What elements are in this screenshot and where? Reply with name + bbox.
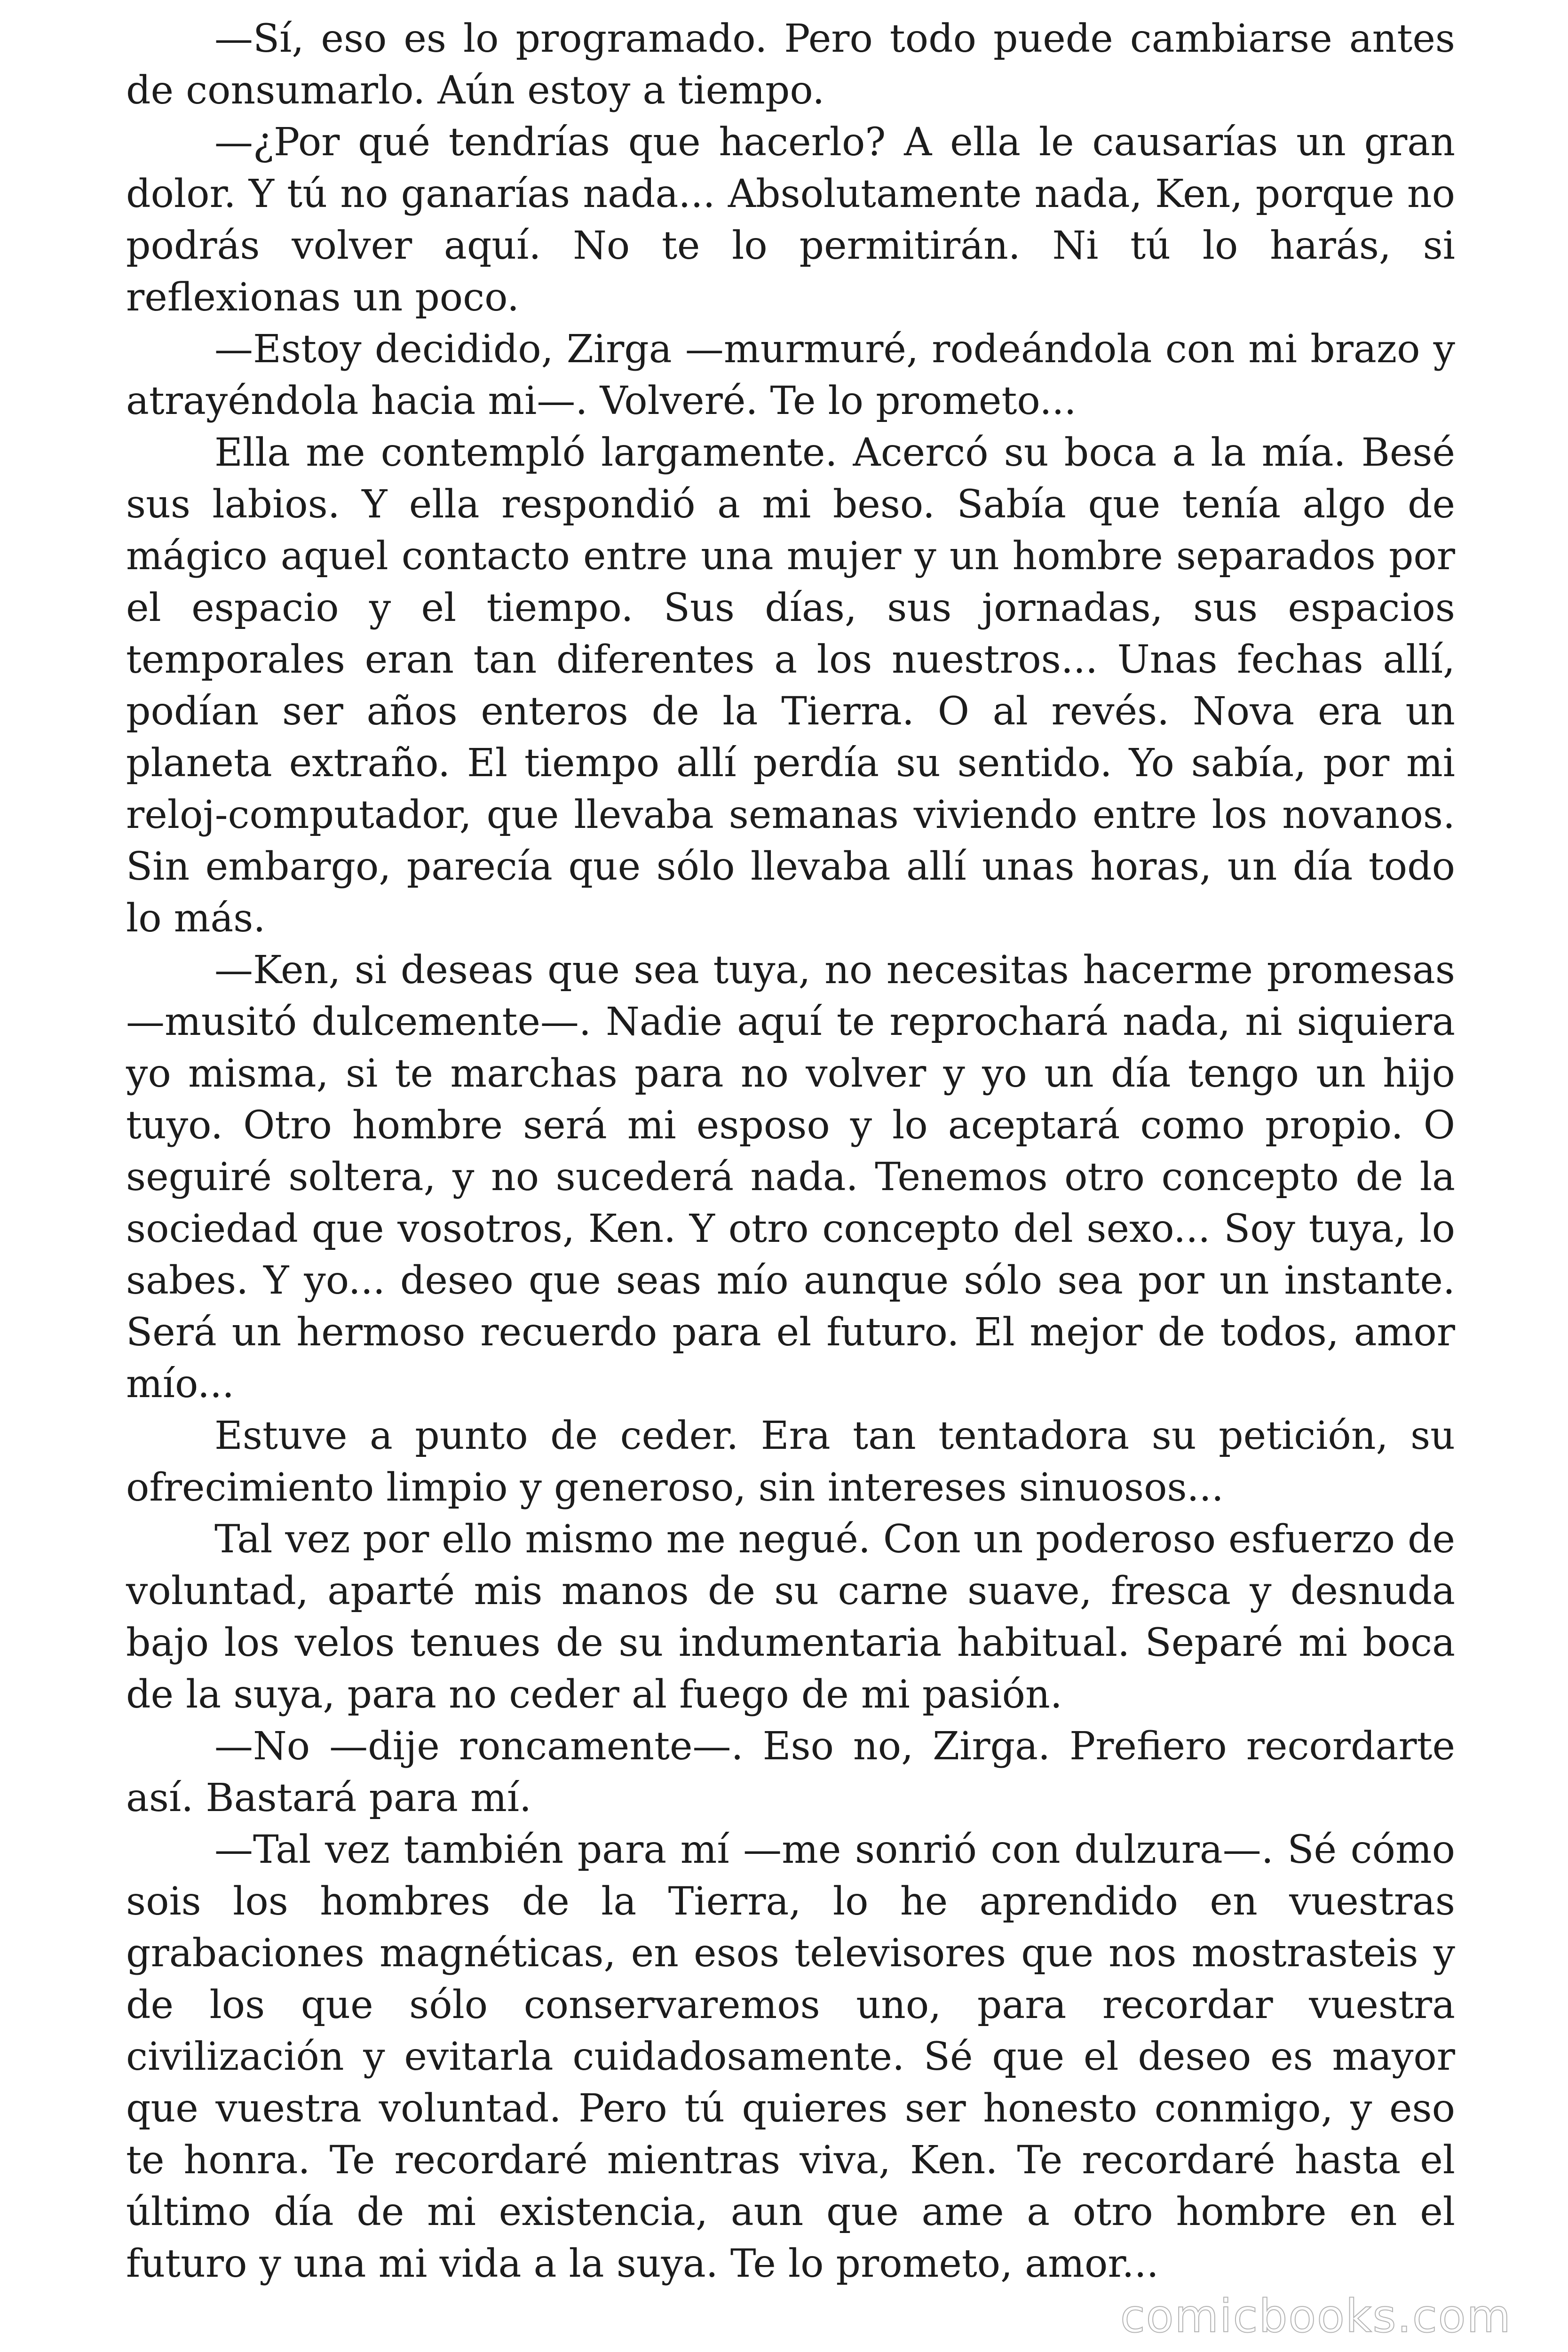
page-text-body	[126, 13, 1455, 2290]
paragraph-8: —No —dije roncamente—. Eso no, Zirga. Prefiero recordarte así. Bastará para mí.	[126, 1724, 1455, 1820]
watermark: comicbooks.com	[1120, 2290, 1512, 2343]
paragraph-7: Tal vez por ello mismo me negué. Con un poderoso esfuerzo de voluntad, aparté mis manos de su carne suave, fresca y desnuda bajo los velos tenues de su indumentaria habitual. Separé mi boca de la suya, para no ceder al fuego de mi pasión.	[126, 1517, 1455, 1717]
paragraph-9: —Tal vez también para mí —me sonrió con dulzura—. Sé cómo sois los hombres de la Tierra, lo he aprendido en vuestras grabaciones magnéticas, en esos televisores que nos mostrasteis y de los que sólo conservaremos uno, para recordar vuestra civilización y evitarla cuidadosamente. Sé que el deseo es mayor que vuestra voluntad. Pero tú quieres ser honesto conmigo, y eso te honra. Te recordaré mientras viva, Ken. Te recordaré hasta el último día de mi existencia, aun que ame a otro hombre en el futuro y una mi vida a la suya. Te lo prometo, amor...	[126, 1828, 1455, 2286]
paragraph-4: Ella me contempló largamente. Acercó su boca a la mía. Besé sus labios. Y ella respondió a mi beso. Sabía que tenía algo de mágico aquel contacto entre una mujer y un hombre separados por el espacio y el tiempo. Sus días, sus jornadas, sus espacios temporales eran tan diferentes a los nuestros... Unas fechas allí, podían ser años enteros de la Tierra. O al revés. Nova era un planeta extraño. El tiempo allí perdía su sentido. Yo sabía, por mi reloj-computador, que llevaba semanas viviendo entre los novanos. Sin embargo, parecía que sólo llevaba allí unas horas, un día todo lo más.	[126, 430, 1455, 941]
paragraph-6: Estuve a punto de ceder. Era tan tentadora su petición, su ofrecimiento limpio y generoso, sin intereses sinuosos...	[126, 1414, 1455, 1510]
paragraph-2: —¿Por qué tendrías que hacerlo? A ella le causarías un gran dolor. Y tú no ganarías nada... Absolutamente nada, Ken, porque no podrás volver aquí. No te lo permitirán. Ni tú lo harás, si reflexionas un poco.	[126, 120, 1455, 320]
paragraph-3: —Estoy decidido, Zirga —murmuré, rodeándola con mi brazo y atrayéndola hacia mi—. Volveré. Te lo prometo...	[126, 327, 1455, 423]
paragraph-1: —Sí, eso es lo programado. Pero todo puede cambiarse antes de consumarlo. Aún estoy a tiempo.	[126, 16, 1455, 113]
paragraph-5: —Ken, si deseas que sea tuya, no necesitas hacerme promesas —musitó dulcemente—. Nadie aquí te reprochará nada, ni siquiera yo misma, si te marchas para no volver y yo un día tengo un hijo tuyo. Otro hombre será mi esposo y lo aceptará como propio. O seguiré soltera, y no sucederá nada. Tenemos otro concepto de la sociedad que vosotros, Ken. Y otro concepto del sexo... Soy tuya, lo sabes. Y yo... deseo que seas mío aunque sólo sea por un instante. Será un hermoso recuerdo para el futuro. El mejor de todos, amor mío...	[126, 948, 1455, 1406]
